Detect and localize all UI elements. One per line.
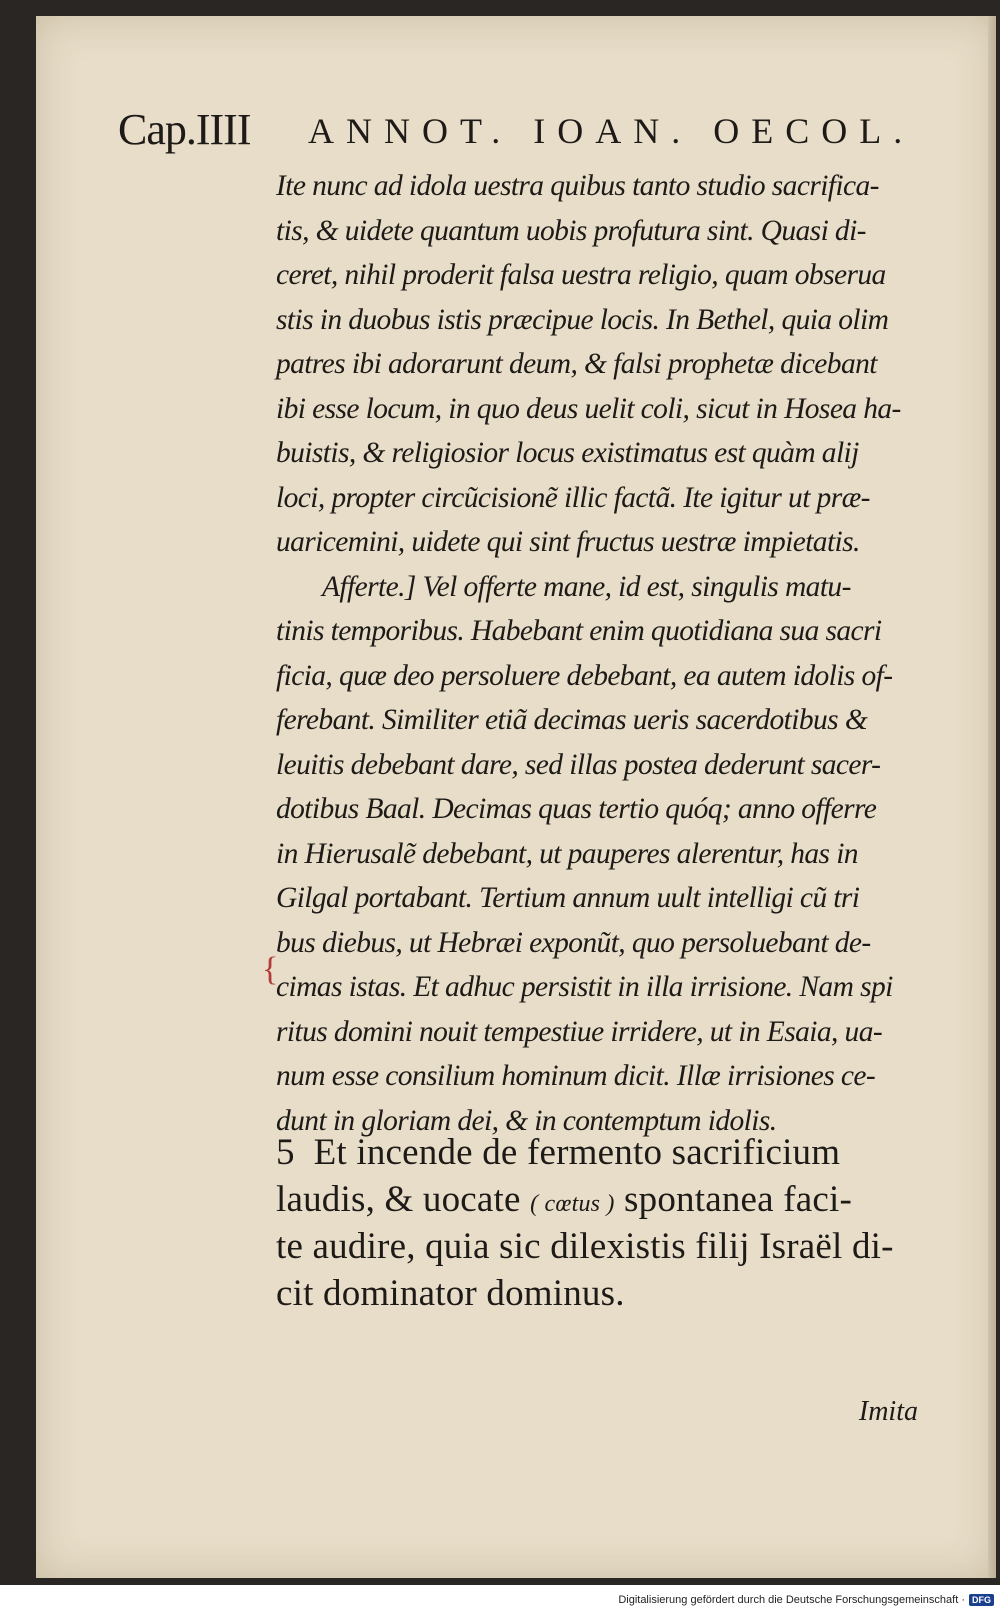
text-line: Gilgal portabant. Tertium annum uult intelligi cũ tri [276,882,860,914]
text-line: loci, propter circũcisionẽ illic factã. Ite igitur ut præ- [276,481,870,514]
text-line: dunt in gloriam dei, & in contemptum idolis. [276,1104,777,1137]
text-line: ceret, nihil proderit falsa uestra religio, quam obserua [276,259,886,291]
text-line: Ite nunc ad idola uestra quibus tanto studio sacrifica- [276,170,879,202]
verse-number: 5 [276,1132,295,1173]
text-line: ferebant. Similiter etiã decimas ueris sacerdotibus & [276,704,868,736]
page-edge [988,16,996,1578]
verse-parenthetical: ( cœtus ) [530,1191,615,1217]
text-line: bus diebus, ut Hebræi exponũt, quo persoluebant de- [276,926,871,959]
verse-line: te audire, quia sic dilexistis filij Israël di- [276,1226,894,1267]
text-line: ritus domini nouit tempestiue irridere, ut in Esaia, ua- [276,1015,883,1048]
text-line: cimas istas. Et adhuc persistit in illa irrisione. Nam spi [276,971,893,1003]
text-line: uaricemini, uidete qui sint fructus uestræ impietatis. [276,526,860,558]
text-line: ficia, quæ deo persoluere debebant, ea autem idolis of- [276,659,893,692]
text-line: patres ibi adorarunt deum, & falsi prophetæ dicebant [276,348,877,380]
text-line: Afferte.] Vel offerte mane, id est, singulis matu- [322,570,851,603]
text-line: num esse consilium hominum dicit. Illæ irrisiones ce- [276,1060,876,1092]
text-line: dotibus Baal. Decimas quas tertio quóq; anno offerre [276,793,877,825]
verse-text [276,1129,956,1317]
text-line: buistis, & religiosior locus existimatus est quàm alij [276,437,859,469]
verse-line-2b: spontanea faci- [624,1179,852,1220]
verse-line-2a: laudis, & uocate [276,1179,521,1220]
commentary-text [276,164,956,1143]
text-line: tinis temporibus. Habebant enim quotidiana sua sacri [276,615,882,647]
text-line: ibi esse locum, in quo deus uelit coli, sicut in Hosea ha- [276,392,901,425]
book-page [36,16,996,1578]
digitization-footer [618,1594,994,1606]
verse-line [276,1129,956,1176]
verse-line-1: Et incende de fermento sacrificium [313,1132,841,1173]
margin-bracket-mark: { [262,951,279,988]
verse-line [276,1176,956,1223]
running-title: ANNOT. IOAN. OECOL. [308,111,915,151]
catchword: Imita [858,1396,918,1427]
footer-text: Digitalisierung gefördert durch die Deutsche Forschungsgemeinschaft · [618,1594,965,1606]
text-line: leuitis debebant dare, sed illas postea dederunt sacer- [276,748,881,781]
verse-line: cit dominator dominus. [276,1273,625,1314]
running-header [118,104,938,164]
text-line: stis in duobus istis præcipue locis. In Bethel, quia olim [276,303,889,336]
text-line: in Hierusalẽ debebant, ut pauperes alerentur, has in [276,837,858,870]
dfg-logo: DFG [969,1594,994,1606]
text-line: tis, & uidete quantum uobis profutura sint. Quasi di- [276,214,866,247]
chapter-label: Cap.IIII [118,105,251,154]
